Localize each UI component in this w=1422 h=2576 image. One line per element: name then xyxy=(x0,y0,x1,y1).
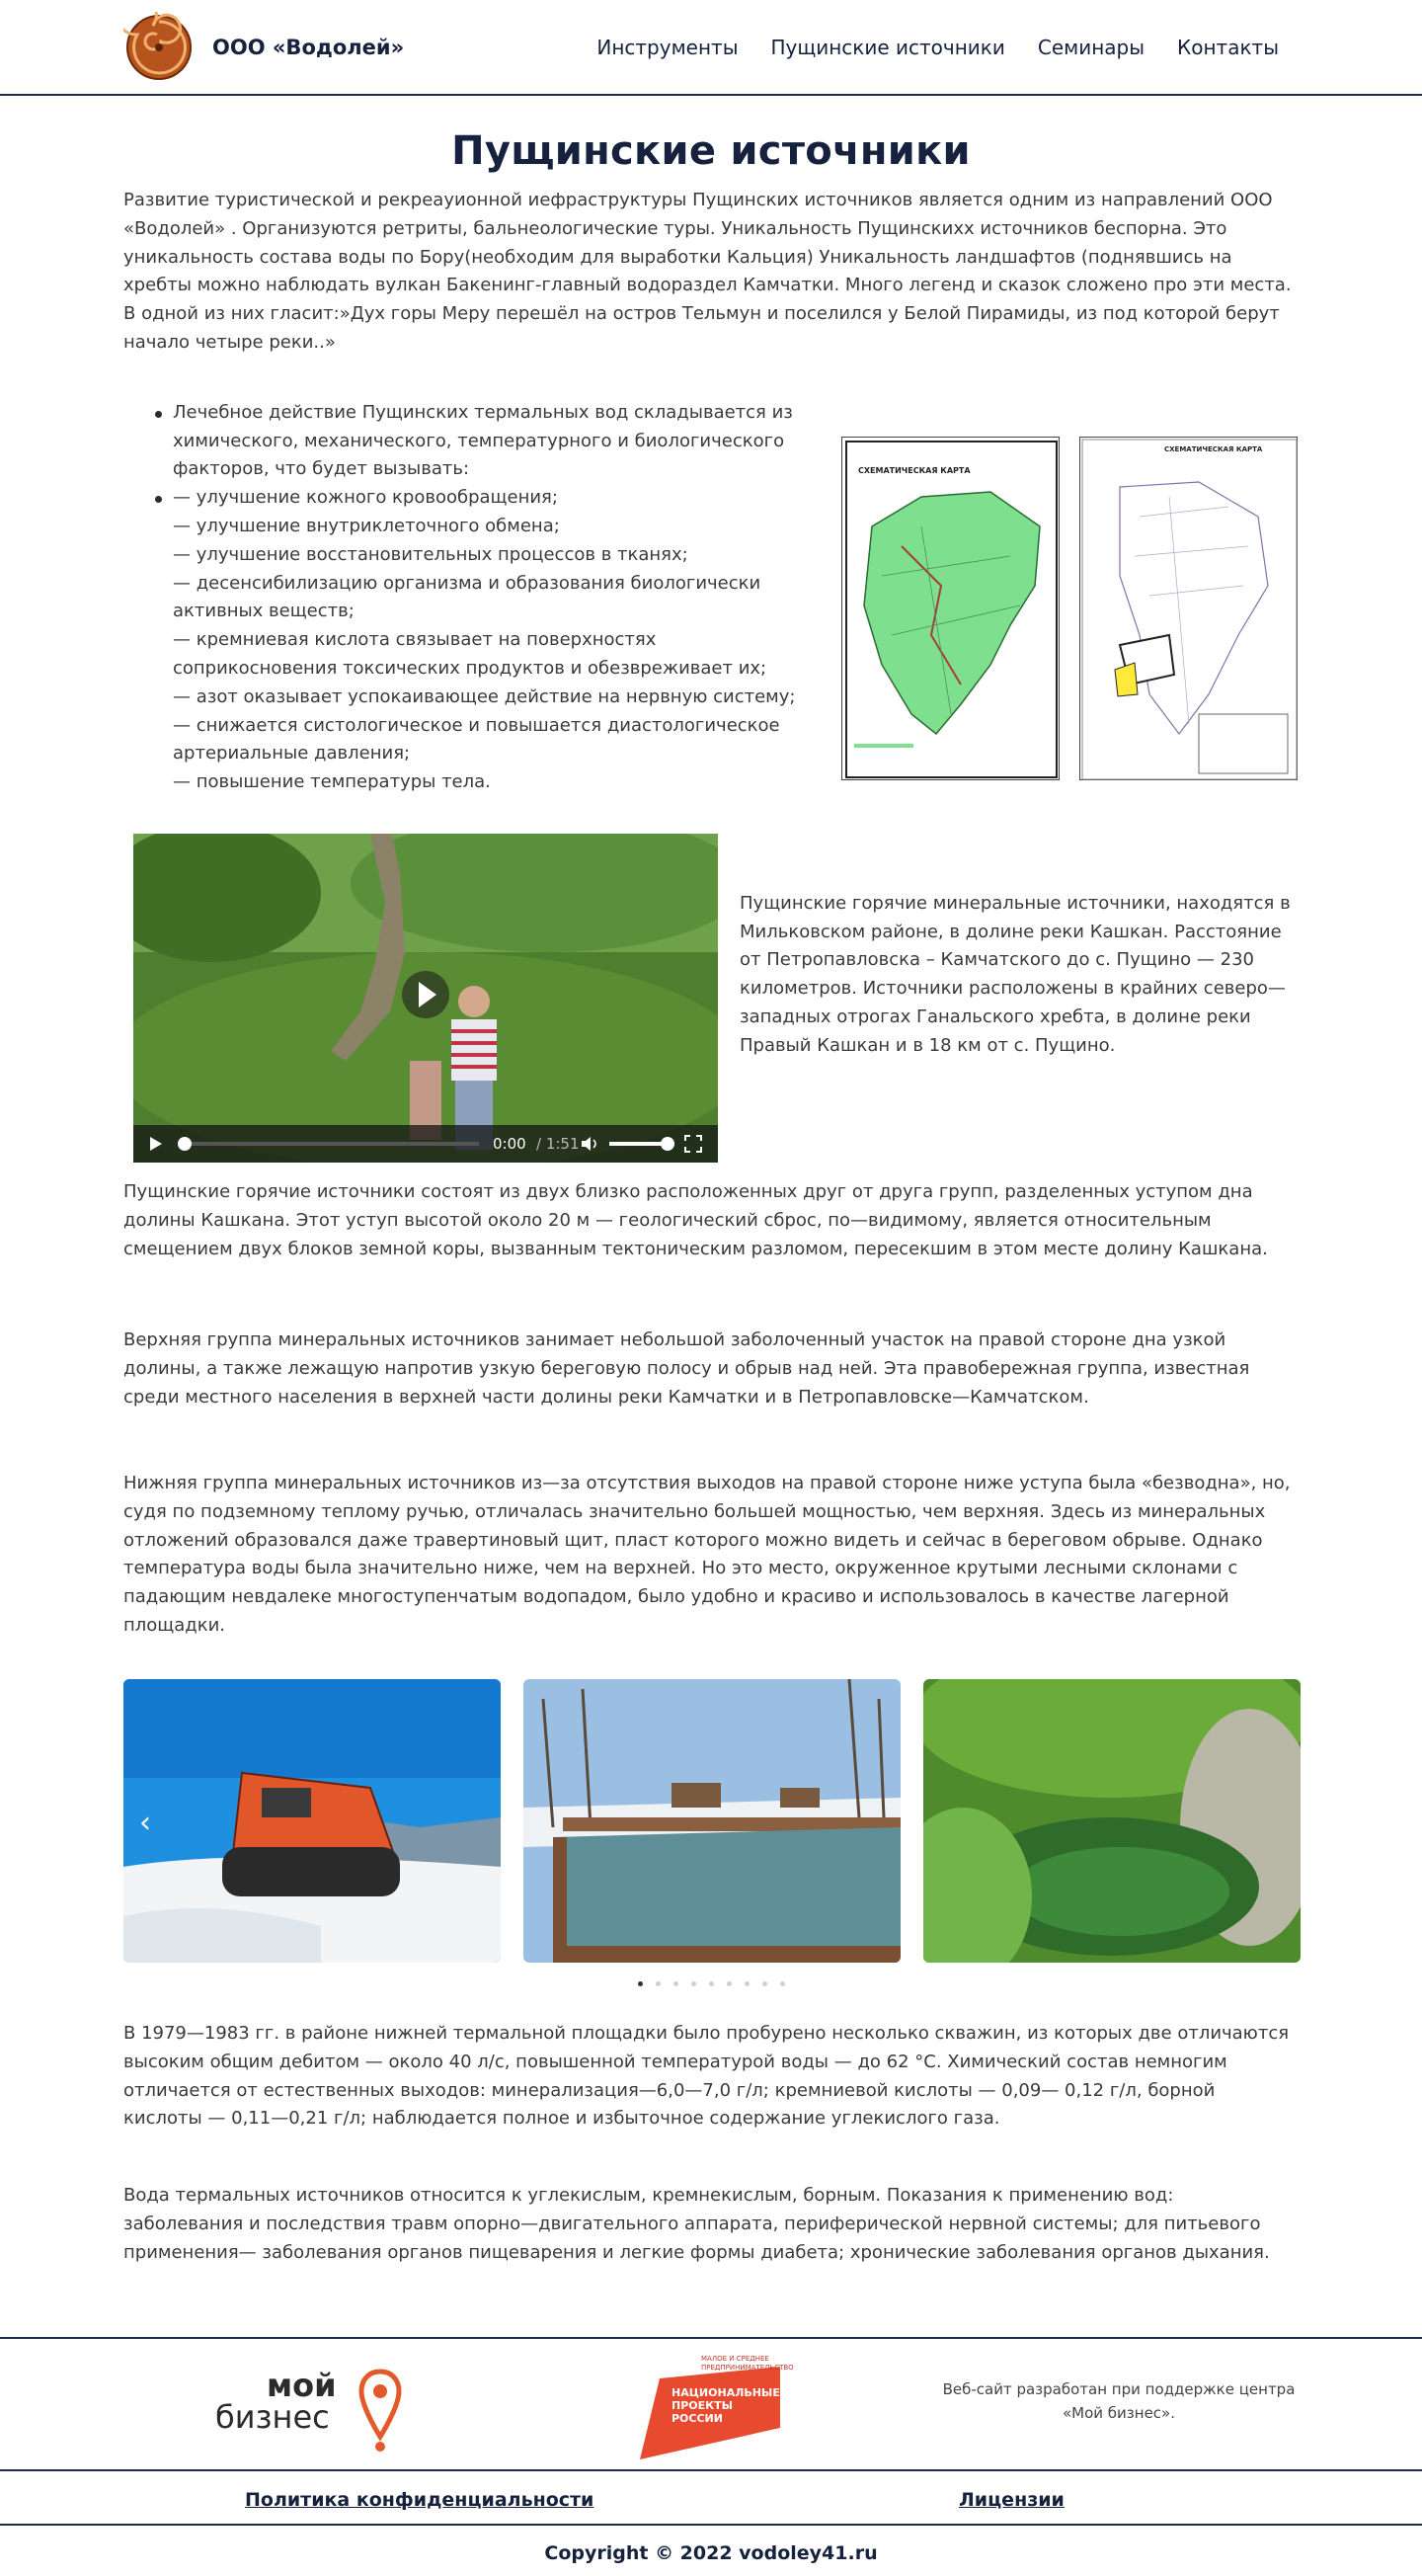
main-content xyxy=(0,125,1422,1166)
volume-icon[interactable] xyxy=(580,1135,599,1153)
logo-biznes: бизнес xyxy=(215,2398,330,2436)
video-player[interactable] xyxy=(133,834,718,1163)
logo-link[interactable] xyxy=(123,12,404,83)
footer-partners xyxy=(0,2337,1422,2471)
licenses-link[interactable]: Лицензии xyxy=(959,2489,1065,2511)
nav-link-tools[interactable]: Инструменты xyxy=(596,35,739,59)
carousel-dot[interactable] xyxy=(762,1981,767,1986)
list-item: — повышение температуры тела. xyxy=(173,771,491,793)
page-title: Пущинские источники xyxy=(451,128,971,174)
paragraph-groups: Пущинские горячие источники состоят из двух близко расположенных друг от друга групп, разделенных уступом дна долины Кашкана. Этот уступ высотой около 20 м — геологический сброс, по—видимому, является относительным смещением двух блоков земной коры, вызванным тектоническим разломом, пересекшим в этом месте долину Кашкана. xyxy=(123,1181,1268,1259)
main-nav xyxy=(596,36,1279,59)
list-item: — кремниевая кислота связывает на поверхностях соприкосновения токсических продуктов и обезвреживает их; xyxy=(173,629,767,679)
list-item: — десенсибилизацию организма и образования биологически активных веществ; xyxy=(173,572,761,622)
photo-carousel xyxy=(123,1679,1301,1966)
site-header xyxy=(0,0,1422,96)
logo-np-line1: НАЦИОНАЛЬНЫЕ xyxy=(672,2386,780,2399)
location-pin-icon xyxy=(357,2368,403,2453)
ammonite-logo-icon xyxy=(123,12,195,83)
list-item: — улучшение внутриклеточного обмена; xyxy=(173,515,560,536)
support-text: Веб-сайт разработан при поддержке центра «Мой бизнес». xyxy=(942,2380,1296,2422)
carousel-dot[interactable] xyxy=(709,1981,714,1986)
paragraph-indications: Вода термальных источников относится к углекислым, кремнекислым, борным. Показания к применению вод: заболевания и последствия травм опорно—двигательного аппарата, периферической нервной системы; для питьевого применения— заболевания органов пищеварения и легкие формы диабета; хронические заболевания органов дыхания. xyxy=(123,2185,1270,2263)
map-2-title: СХЕМАТИЧЕСКАЯ КАРТА xyxy=(1164,444,1263,453)
fullscreen-icon[interactable] xyxy=(684,1135,702,1153)
privacy-policy-link[interactable]: Политика конфиденциальности xyxy=(245,2489,594,2511)
list-item: — азот оказывает успокаивающее действие на нервную систему; xyxy=(173,685,796,707)
carousel-dot[interactable] xyxy=(656,1981,661,1986)
logo-small-text: МАЛОЕ И СРЕДНЕЕ ПРЕДПРИНИМАТЕЛЬСТВО xyxy=(701,2355,794,2372)
video-description: Пущинские горячие минеральные источники, находятся в Мильковском районе, в долине реки Кашкан. Расстояние от Петропавловска – Камчатского до с. Пущино — 230 километров. Источники расположены в крайних северо—западных отрогах Ганальского хребта, в долине реки Правый Кашкан и в 18 км от с. Пущино. xyxy=(740,892,1291,1056)
therapy-section xyxy=(123,399,1299,824)
carousel-dot[interactable] xyxy=(691,1981,696,1986)
brand-name: ООО «Водолей» xyxy=(212,35,405,59)
volume-slider[interactable] xyxy=(609,1142,669,1146)
progress-handle[interactable] xyxy=(178,1137,192,1151)
video-section xyxy=(123,834,1299,1166)
play-icon[interactable] xyxy=(149,1137,163,1151)
carousel-image-spring[interactable] xyxy=(923,1679,1301,1963)
carousel-image-pool[interactable] xyxy=(523,1679,901,1963)
therapy-list xyxy=(123,399,815,824)
moy-biznes-logo[interactable] xyxy=(215,2364,413,2455)
national-projects-logo[interactable] xyxy=(632,2349,792,2463)
map-1-image xyxy=(842,438,1061,781)
map-2-image xyxy=(1080,438,1299,781)
carousel-dot[interactable] xyxy=(780,1981,785,1986)
list-item: — улучшение восстановительных процессов в тканях; xyxy=(173,543,688,565)
logo-np-line2: ПРОЕКТЫ xyxy=(672,2399,734,2412)
list-item: Лечебное действие Пущинских термальных вод складывается из химического, механического, температурного и биологического факторов, что будет вызывать: xyxy=(159,399,815,484)
schematic-map-1[interactable] xyxy=(841,437,1060,780)
nav-link-springs[interactable]: Пущинские источники xyxy=(770,35,1005,59)
carousel-dot[interactable] xyxy=(745,1981,750,1986)
nav-link-contacts[interactable]: Контакты xyxy=(1177,35,1279,59)
schematic-map-2[interactable] xyxy=(1079,437,1298,780)
carousel-dot[interactable] xyxy=(638,1981,643,1986)
nav-link-seminars[interactable]: Семинары xyxy=(1037,35,1146,59)
intro-paragraph: Развитие туристической и рекреауионной иефраструктуры Пущинских источников является одним из направлений ООО «Водолей» . Организуются ретриты, бальнеологические туры. Уникальность Пущинскихх источников беспорна. Это уникальность состава воды по Бору(необходим для выработки Кальция) Уникальность ландшафтов (поднявшись на хребты можно наблюдать вулкан Бакенинг-главный водораздел Камчатки. Много легенд и сказок сложено про эти места. В одной из них гласит:»Дух горы Меру перешёл на остров Тельмун и поселился у Белой Пирамиды, из под которой берут начало четыре реки..» xyxy=(123,190,1292,353)
carousel-dots xyxy=(0,1981,1422,1986)
paragraph-lower-group: Нижняя группа минеральных источников из—за отсутствия выходов на правой стороне ниже уступа была «безводна», но, судя по подземному теплому ручью, отличалась значительно большей мощностью, чем верхняя. Здесь из минеральных отложений образовался даже травертиновый щит, пласт которого можно видеть и сейчас в береговом обрыве. Однако температура воды была значительно ниже, чем на верхней. Но это место, окруженное крутыми лесными склонами с падающим невдалеке многоступенчатым водопадом, было удобно и красиво и использовалось в качестве лагерной площадки. xyxy=(123,1473,1291,1636)
carousel-prev-arrow: ‹ xyxy=(139,1806,151,1840)
copyright: Copyright © 2022 vodoley41.ru xyxy=(544,2542,878,2564)
video-frame xyxy=(133,834,718,1163)
logo-np-line3: РОССИИ xyxy=(672,2412,723,2425)
logo-moy: мой xyxy=(267,2367,337,2404)
paragraph-upper-group: Верхняя группа минеральных источников занимает небольшой заболоченный участок на правой стороне дна узкой долины, а также лежащую напротив узкую береговую полосу и обрыв над ней. Эта правобережная группа, известная среди местного населения в верхней части долины реки Камчатки и в Петропавловске—Камчатском. xyxy=(123,1329,1250,1408)
carousel-image-vehicle[interactable] xyxy=(123,1679,501,1963)
footer-links xyxy=(0,2473,1422,2526)
progress-track[interactable] xyxy=(183,1142,479,1146)
list-item: — снижается систологическое и повышается диастологическое артериальные давления; xyxy=(173,714,780,765)
video-duration: / 1:51 xyxy=(536,1134,580,1153)
carousel-dot[interactable] xyxy=(673,1981,678,1986)
video-current-time: 0:00 xyxy=(493,1134,526,1153)
maps-container xyxy=(841,437,1298,780)
list-item: — улучшение кожного кровообращения; xyxy=(159,484,815,513)
paragraph-wells: В 1979—1983 гг. в районе нижней термальной площадки было пробурено несколько скважин, из которых две отличаются высоким общим дебитом — около 40 л/с, повышенной температурой воды — до 62 °С. Химический состав немногим отличается от естественных выходов: минерализация—6,0—7,0 г/л; кремниевой кислоты — 0,09— 0,12 г/л, борной кислоты — 0,11—0,21 г/л; наблюдается полное и избыточное содержание углекислого газа. xyxy=(123,2023,1290,2130)
map-1-title: СХЕМАТИЧЕСКАЯ КАРТА xyxy=(858,465,971,475)
carousel-dot[interactable] xyxy=(727,1981,732,1986)
